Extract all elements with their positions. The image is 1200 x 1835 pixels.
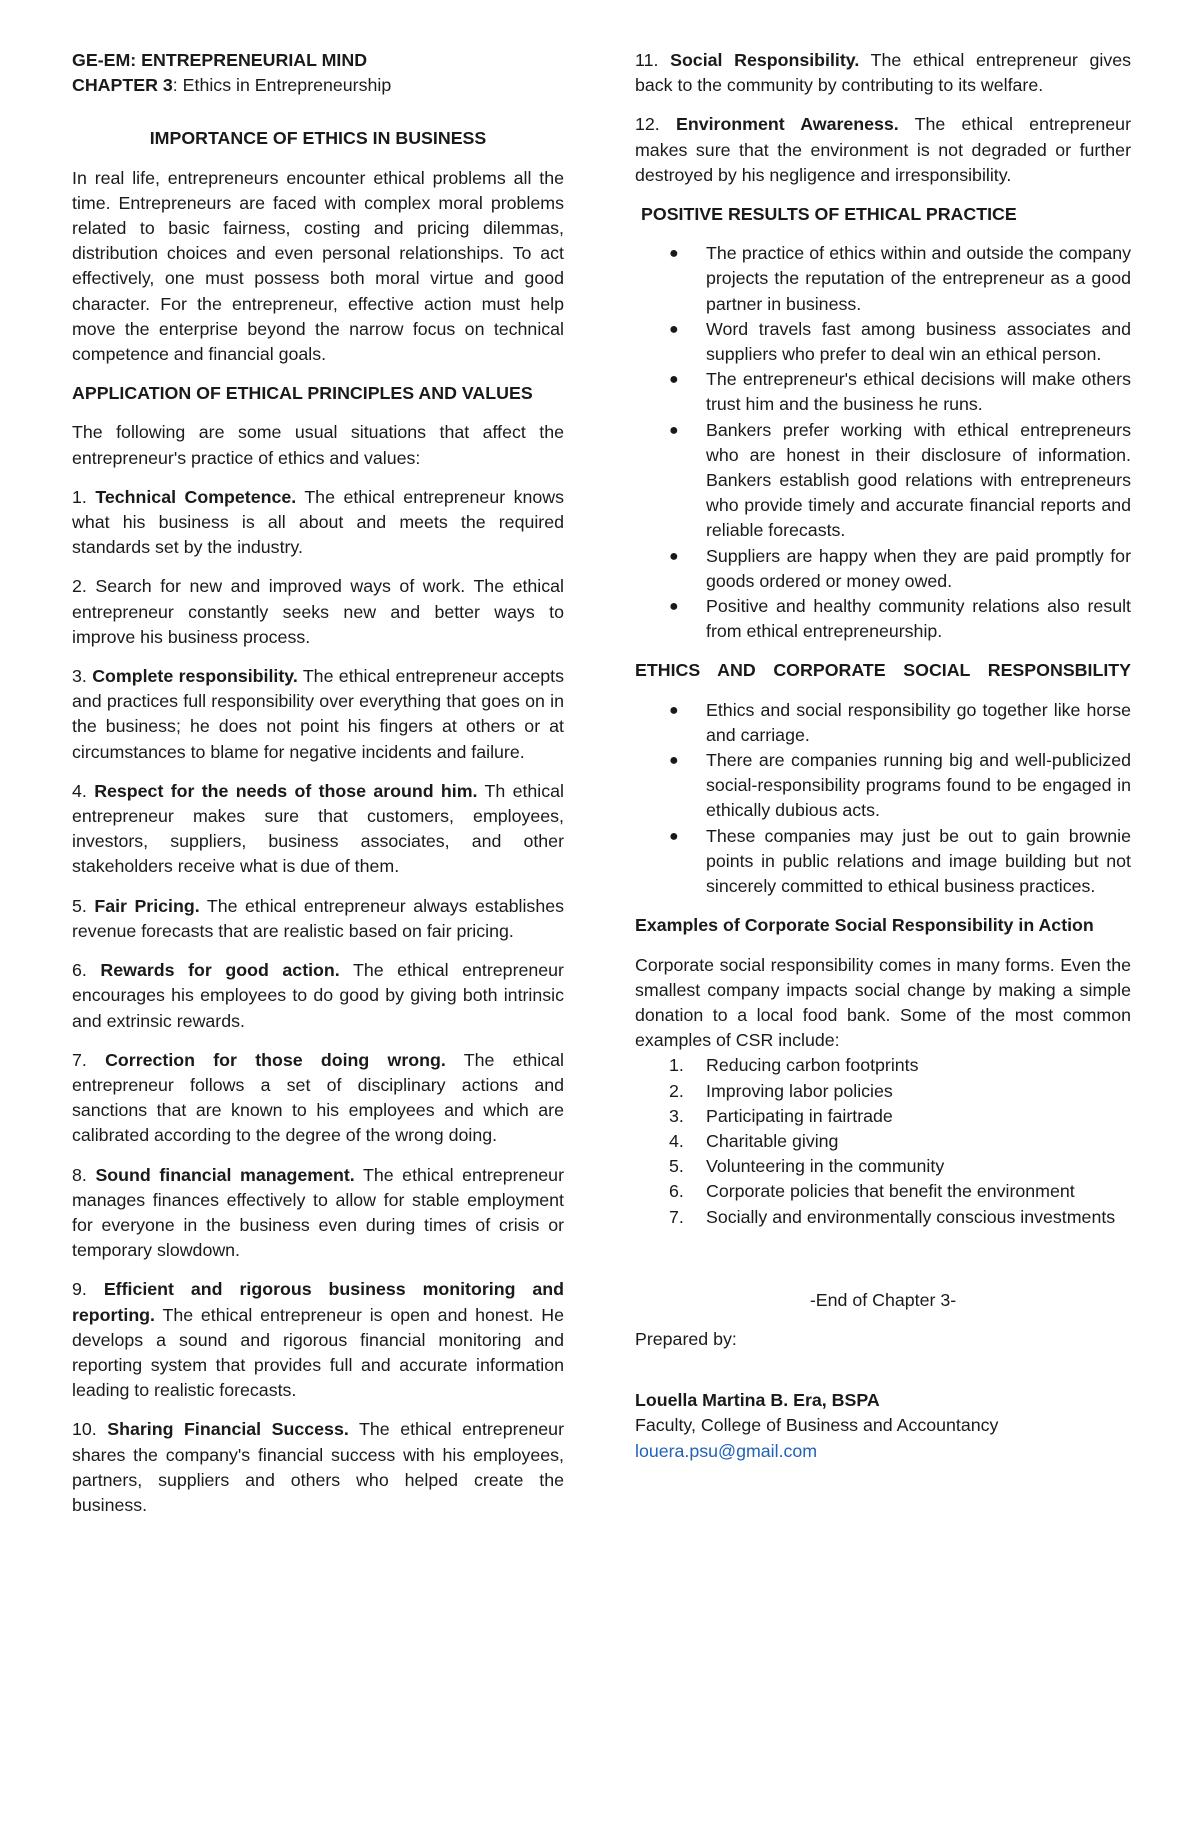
bullet-icon: ●: [669, 547, 679, 565]
ethics-item-9: 9. Efficient and rigorous business monitoring and reporting. The ethical entrepreneur is open and honest. He develops a sound and rigorous financial monitoring and reporting system that provides full and accurate information leading to realistic forecasts.: [72, 1279, 564, 1401]
list-item: ● Suppliers are happy when they are paid promptly for goods ordered or money owed.: [669, 545, 1131, 591]
author-email-link[interactable]: louera.psu@gmail.com: [635, 1440, 818, 1461]
chapter-label: CHAPTER 3: [72, 75, 173, 96]
bullet-icon: ●: [669, 701, 679, 719]
application-intro: The following are some usual situations that affect the entrepreneur's practice of ethics and values:: [72, 422, 564, 468]
csr-list: [635, 698, 1131, 900]
list-item: ● Word travels fast among business associates and suppliers who prefer to deal win an ethical person.: [669, 318, 1131, 365]
ethics-item-12: 12. Environment Awareness. The ethical entrepreneur makes sure that the environment is not degraded or further destroyed by his negligence and irresponsibility.: [635, 114, 1131, 185]
examples-heading: Examples of Corporate Social Responsibility in Action: [635, 915, 1094, 936]
ethics-item-7: 7. Correction for those doing wrong. The ethical entrepreneur follows a set of disciplinary actions and sanctions that are known to his employees and which are calibrated according to the degree of the wrong doing.: [72, 1049, 564, 1146]
list-item: ● Positive and healthy community relations also result from ethical entrepreneurship.: [669, 596, 1131, 642]
author-position: Faculty, College of Business and Accountancy: [635, 1415, 999, 1436]
importance-body: In real life, entrepreneurs encounter ethical problems all the time. Entrepreneurs are faced with complex moral problems related to basic fairness, costing and pricing dilemmas, distribution choices and even personal relationships. To act effectively, one must possess both moral virtue and good character. For the entrepreneur, effective action must help move the enterprise beyond the narrow focus on technical competence and financial goals.: [72, 167, 564, 365]
ethics-item-4: 4. Respect for the needs of those around him. Th ethical entrepreneur makes sure that customers, employees, investors, suppliers, business associates, and other stakeholders receive what is due of them.: [72, 780, 564, 877]
right-column: [635, 48, 1131, 1464]
bullet-icon: ●: [669, 245, 679, 263]
application-heading: APPLICATION OF ETHICAL PRINCIPLES AND VALUES: [72, 383, 533, 404]
list-item: ● There are companies running big and well-publicized social-responsibility programs found to be engaged in ethically dubious acts.: [669, 750, 1131, 821]
list-item: 2. Improving labor policies: [669, 1080, 893, 1101]
ethics-item-5: 5. Fair Pricing. The ethical entrepreneur always establishes revenue forecasts that are realistic based on fair pricing.: [72, 895, 564, 941]
list-item: ● The entrepreneur's ethical decisions will make others trust him and the business he runs.: [669, 369, 1131, 415]
csr-heading: ETHICS AND CORPORATE SOCIAL RESPONSBILITY: [635, 660, 1131, 681]
ethics-item-6: 6. Rewards for good action. The ethical entrepreneur encourages his employees to do good by giving both intrinsic and extrinsic rewards.: [72, 960, 564, 1031]
ethics-item-8: 8. Sound financial management. The ethical entrepreneur manages finances effectively to allow for stable employment for everyone in the business even during times of crisis or temporary slowdown.: [72, 1164, 564, 1261]
ethics-item-11: 11. Social Responsibility. The ethical entrepreneur gives back to the community by contributing to its welfare.: [635, 50, 1131, 96]
list-item: 7. Socially and environmentally conscious investments: [669, 1206, 1116, 1227]
importance-heading: IMPORTANCE OF ETHICS IN BUSINESS: [149, 128, 487, 149]
chapter-line: [72, 73, 564, 98]
left-column: [72, 48, 564, 1518]
positive-results-heading: POSITIVE RESULTS OF ETHICAL PRACTICE: [641, 204, 1017, 225]
examples-intro: Corporate social responsibility comes in many forms. Even the smallest company impacts social change by making a simple donation to a local food bank. Some of the most common examples of CSR include:: [635, 954, 1131, 1051]
examples-list: [635, 1053, 1131, 1229]
list-item: 3. Participating in fairtrade: [669, 1105, 893, 1126]
list-item: ● These companies may just be out to gain brownie points in public relations and image building but not sincerely committed to ethical business practices.: [669, 825, 1131, 897]
positive-results-list: [635, 241, 1131, 644]
prepared-by-label: Prepared by:: [635, 1328, 737, 1349]
ethics-item-2: 2. Search for new and improved ways of work. The ethical entrepreneur constantly seeks new and better ways to improve his business process.: [72, 576, 564, 647]
bullet-icon: ●: [669, 752, 679, 770]
course-title: GE-EM: ENTREPRENEURIAL MIND: [72, 50, 368, 70]
author-name: Louella Martina B. Era, BSPA: [635, 1390, 880, 1411]
end-of-chapter: -End of Chapter 3-: [809, 1289, 957, 1310]
list-item: 1. Reducing carbon footprints: [669, 1055, 919, 1076]
list-item: ● Ethics and social responsibility go together like horse and carriage.: [669, 699, 1131, 745]
bullet-icon: ●: [669, 320, 679, 338]
bullet-icon: ●: [669, 421, 679, 439]
list-item: ● The practice of ethics within and outside the company projects the reputation of the entrepreneur as a good partner in business.: [669, 243, 1131, 314]
list-item: 5. Volunteering in the community: [669, 1156, 945, 1177]
list-item: 6. Corporate policies that benefit the environment: [669, 1181, 1075, 1202]
chapter-title: : Ethics in Entrepreneurship: [172, 75, 392, 96]
bullet-icon: ●: [669, 371, 679, 389]
ethics-item-10: 10. Sharing Financial Success. The ethical entrepreneur shares the company's financial success with his employees, partners, suppliers and others who helped create the business.: [72, 1419, 564, 1515]
bullet-icon: ●: [669, 598, 679, 616]
ethics-item-1: 1. Technical Competence. The ethical entrepreneur knows what his business is all about and meets the required standards set by the industry.: [72, 486, 565, 558]
list-item: ● Bankers prefer working with ethical entrepreneurs who are honest in their disclosure of information. Bankers establish good relations with entrepreneurs who provide timely and accurate financial reports and reliable forecasts.: [669, 419, 1131, 541]
ethics-item-3: 3. Complete responsibility. The ethical entrepreneur accepts and practices full responsibility over everything that goes on in the business; he does not point his fingers at others or at circumstances to blame for negative incidents and failure.: [72, 666, 564, 762]
list-item: 4. Charitable giving: [669, 1130, 839, 1151]
bullet-icon: ●: [669, 827, 679, 845]
